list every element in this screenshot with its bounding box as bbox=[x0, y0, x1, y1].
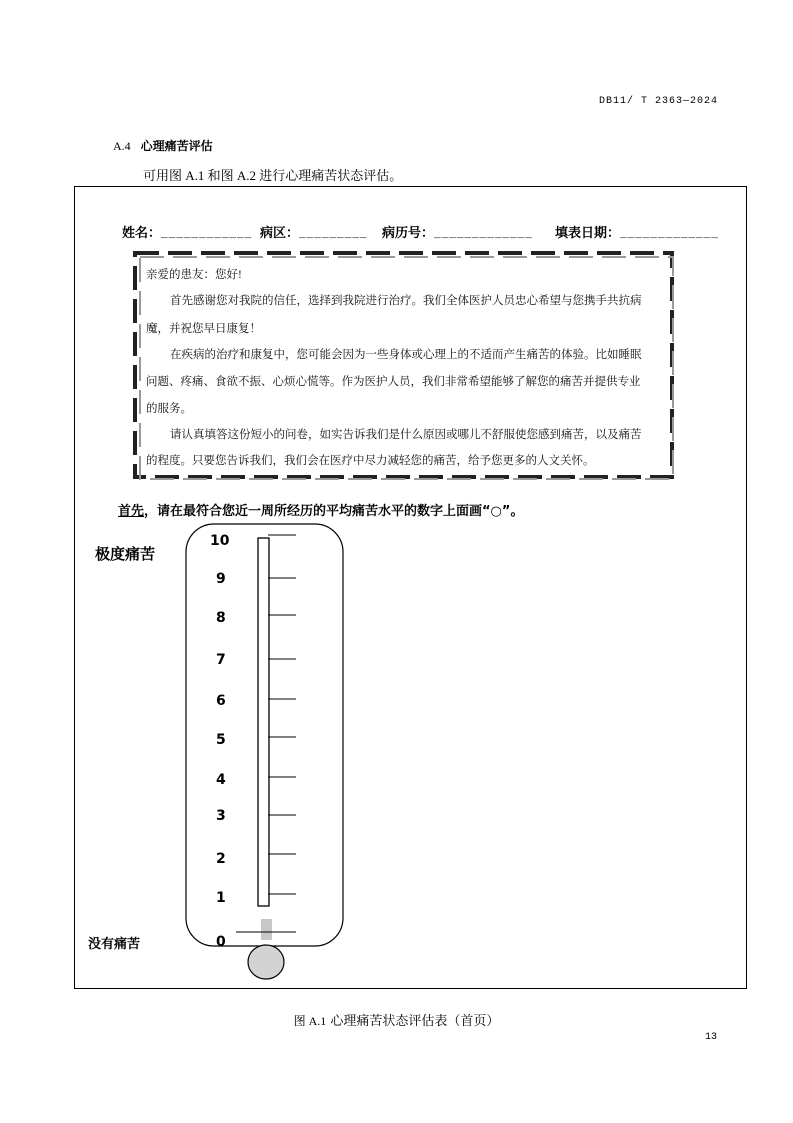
intro-text: 可用图 A.1 和图 A.2 进行心理痛苦状态评估。 bbox=[143, 168, 403, 183]
instruction-emphasis: 首先 bbox=[118, 504, 145, 519]
field-record-label: 病历号： bbox=[382, 226, 435, 241]
tick-label-8[interactable]: 8 bbox=[216, 610, 226, 626]
label-extreme-distress: 极度痛苦 bbox=[95, 545, 156, 563]
thermometer-level bbox=[261, 919, 272, 940]
field-ward-blank[interactable]: _________ bbox=[299, 229, 368, 241]
distress-thermometer bbox=[180, 520, 350, 990]
tick-label-10[interactable]: 10 bbox=[210, 533, 230, 549]
field-record-blank[interactable]: _____________ bbox=[434, 229, 533, 241]
tick-label-9[interactable]: 9 bbox=[216, 571, 226, 587]
tick-label-5[interactable]: 5 bbox=[216, 732, 226, 748]
field-date-label: 填表日期： bbox=[555, 226, 621, 241]
instruction-rest: ，请在最符合您近一周所经历的平均痛苦水平的数字上面画“○”。 bbox=[144, 504, 524, 519]
field-date[interactable] bbox=[555, 222, 719, 241]
tick-label-6[interactable]: 6 bbox=[216, 693, 226, 709]
dashed-border bbox=[132, 250, 675, 480]
caption-figure-number: 图 A.1 bbox=[293, 1014, 327, 1028]
letter-p1-line1: 首先感谢您对我院的信任，选择到我院进行治疗。我们全体医护人员忠心希望与您携手共抗病 bbox=[170, 295, 642, 307]
thermometer-bulb bbox=[248, 945, 284, 979]
field-name-label: 姓名： bbox=[122, 226, 162, 241]
section-number: A.4 bbox=[113, 139, 131, 153]
field-name-blank[interactable]: ____________ bbox=[161, 229, 253, 241]
letter-p3-line1: 请认真填答这份短小的问卷，如实告诉我们是什么原因或哪儿不舒服使您感到痛苦，以及痛苦 bbox=[170, 429, 642, 441]
letter-p3-line2: 的程度。只要您告诉我们，我们会在医疗中尽力减轻您的痛苦，给予您更多的人文关怀。 bbox=[146, 455, 595, 467]
tick-label-3[interactable]: 3 bbox=[216, 808, 226, 824]
caption-title: 心理痛苦状态评估表（首页） bbox=[330, 1014, 500, 1029]
tick-label-1[interactable]: 1 bbox=[216, 890, 226, 906]
tick-label-4[interactable]: 4 bbox=[216, 772, 226, 788]
tick-label-0[interactable]: 0 bbox=[216, 934, 226, 950]
tick-label-7[interactable]: 7 bbox=[216, 652, 226, 668]
thermometer-tube bbox=[258, 538, 269, 906]
field-ward[interactable] bbox=[260, 222, 367, 241]
instruction-text bbox=[118, 500, 523, 519]
page-number: 13 bbox=[705, 1032, 718, 1043]
field-name[interactable] bbox=[122, 222, 252, 241]
figure-caption bbox=[0, 1010, 793, 1029]
letter-p2-line2: 问题、疼痛、食欲不振、心烦心慌等。作为医护人员，我们非常希望能够了解您的痛苦并提供专业 bbox=[146, 376, 641, 388]
letter-box bbox=[132, 250, 675, 480]
letter-p1-line2: 魔，并祝您早日康复！ bbox=[146, 323, 261, 335]
document-code: DB11/ T 2363—2024 bbox=[598, 96, 718, 107]
section-title: 心理痛苦评估 bbox=[140, 139, 213, 153]
field-record[interactable] bbox=[382, 222, 533, 241]
field-date-blank[interactable]: _____________ bbox=[620, 229, 719, 241]
label-no-distress: 没有痛苦 bbox=[88, 937, 141, 952]
letter-p2-line3: 的服务。 bbox=[146, 403, 192, 415]
letter-p2-line1: 在疾病的治疗和康复中，您可能会因为一些身体或心理上的不适而产生痛苦的体验。比如睡眠 bbox=[170, 349, 642, 361]
tick-label-2[interactable]: 2 bbox=[216, 851, 226, 867]
section-heading bbox=[113, 137, 213, 154]
letter-greeting: 亲爱的患友：您好! bbox=[146, 269, 242, 281]
field-ward-label: 病区： bbox=[260, 226, 300, 241]
